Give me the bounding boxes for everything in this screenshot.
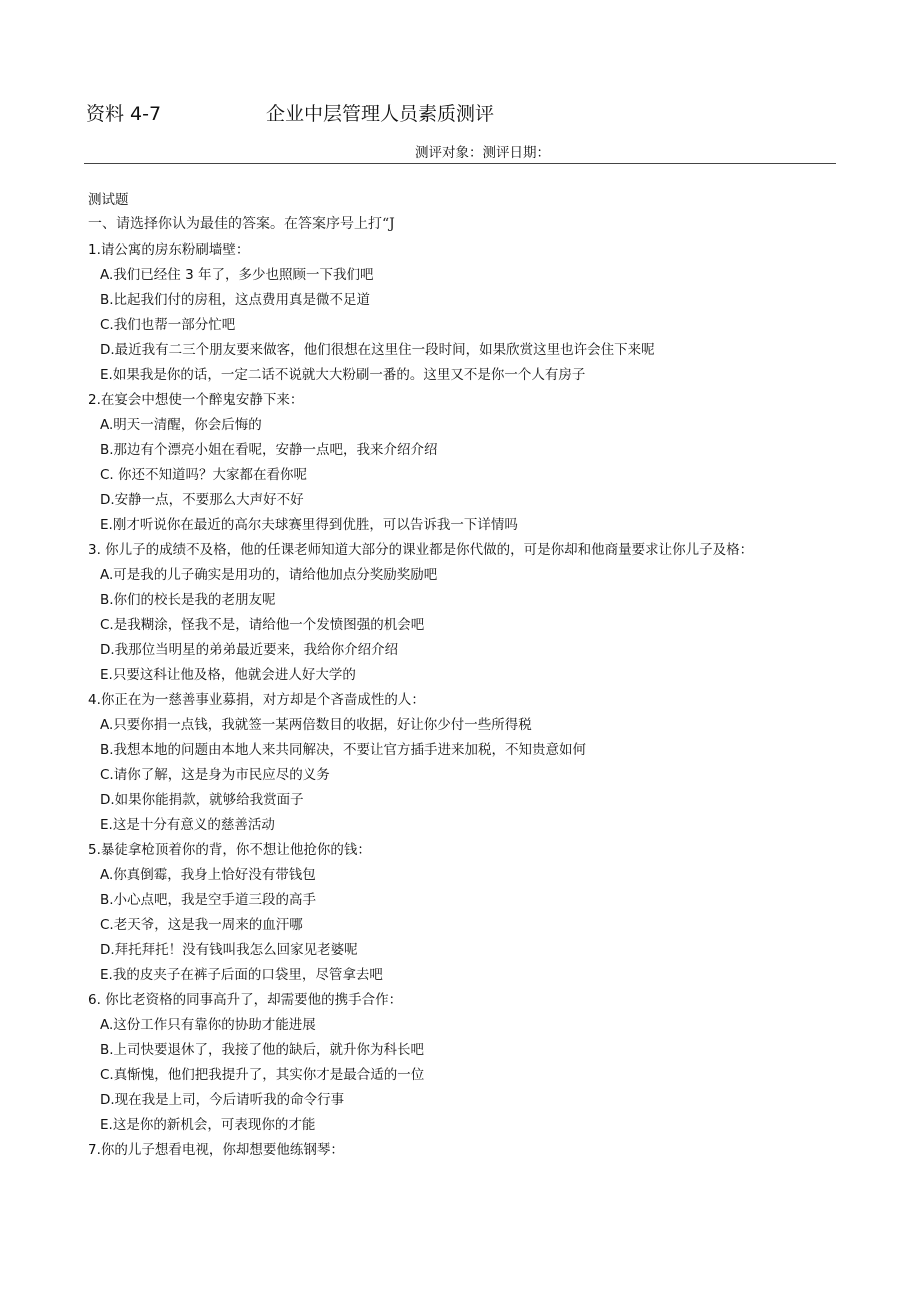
question-5 (88, 838, 828, 988)
question-text: 2.在宴会中想使一个醉鬼安静下来： (88, 392, 304, 408)
question-1 (88, 238, 828, 388)
option-b[interactable]: B.小心点吧，我是空手道三段的高手 (100, 892, 317, 908)
option-b[interactable]: B.你们的校长是我的老朋友呢 (100, 592, 276, 608)
question-text: 3. 你儿子的成绩不及格，他的任课老师知道大部分的课业都是你代做的，可是你却和他商量要求让你儿子及格： (88, 542, 754, 558)
option-c[interactable]: C.真惭愧，他们把我提升了，其实你才是最合适的一位 (100, 1067, 425, 1083)
option-a[interactable]: A.我们已经住 3 年了，多少也照顾一下我们吧 (100, 267, 374, 283)
option-e[interactable]: E.只要这科让他及格，他就会进人好大学的 (100, 667, 356, 683)
option-d[interactable]: D.安静一点，不要那么大声好不好 (100, 492, 304, 508)
question-text: 6. 你比老资格的同事高升了，却需要他的携手合作： (88, 992, 403, 1008)
question-text: 5.暴徒拿枪顶着你的背，你不想让他抢你的钱： (88, 842, 371, 858)
option-e[interactable]: E.刚才听说你在最近的高尔夫球赛里得到优胜，可以告诉我一下详情吗 (100, 517, 518, 533)
option-b[interactable]: B.那边有个漂亮小姐在看呢，安静一点吧，我来介绍介绍 (100, 442, 438, 458)
document-title: 企业中层管理人员素质测评 (266, 103, 495, 125)
option-d[interactable]: D.我那位当明星的弟弟最近要来，我给你介绍介绍 (100, 642, 399, 658)
reference-code: 资料 4-7 (86, 103, 162, 125)
option-d[interactable]: D.现在我是上司，今后请听我的命令行事 (100, 1092, 345, 1108)
question-text: 4.你正在为一慈善事业募捐，对方却是个吝啬成性的人： (88, 692, 425, 708)
question-3 (88, 538, 828, 688)
option-e[interactable]: E.这是十分有意义的慈善活动 (100, 817, 275, 833)
question-2 (88, 388, 828, 538)
option-c[interactable]: C.请你了解，这是身为市民应尽的义务 (100, 767, 330, 783)
option-b[interactable]: B.比起我们付的房租，这点费用真是微不足道 (100, 292, 371, 308)
question-text: 7.你的儿子想看电视，你却想要他练钢琴： (88, 1142, 344, 1158)
document-header (86, 100, 836, 130)
option-c[interactable]: C.我们也帮一部分忙吧 (100, 317, 236, 333)
option-b[interactable]: B.上司快要退休了，我接了他的缺后，就升你为科长吧 (100, 1042, 425, 1058)
option-c[interactable]: C. 你还不知道吗？大家都在看你呢 (100, 467, 308, 483)
instruction-text: 一、请选择你认为最佳的答案。在答案序号上打“J (88, 216, 395, 232)
option-a[interactable]: A.可是我的儿子确实是用功的，请给他加点分奖励奖励吧 (100, 567, 438, 583)
option-d[interactable]: D.拜托拜托！没有钱叫我怎么回家见老婆呢 (100, 942, 358, 958)
option-d[interactable]: D.如果你能捐款，就够给我赏面子 (100, 792, 304, 808)
question-7 (88, 1138, 828, 1163)
option-a[interactable]: A.明天一清醒，你会后悔的 (100, 417, 262, 433)
option-c[interactable]: C.老天爷，这是我一周来的血汗哪 (100, 917, 303, 933)
test-content (88, 190, 828, 1163)
header-divider (84, 163, 836, 164)
question-6 (88, 988, 828, 1138)
option-b[interactable]: B.我想本地的问题由本地人来共同解决，不要让官方插手进来加税，不知贵意如何 (100, 742, 587, 758)
question-4 (88, 688, 828, 838)
option-d[interactable]: D.最近我有二三个朋友要来做客，他们很想在这里住一段时间，如果欣赏这里也许会住下来呢 (100, 342, 655, 358)
option-e[interactable]: E.如果我是你的话，一定二话不说就大大粉刷一番的。这里又不是你一个人有房子 (100, 367, 586, 383)
option-a[interactable]: A.只要你捐一点钱，我就签一某两倍数目的收据，好让你少付一些所得税 (100, 717, 532, 733)
option-a[interactable]: A.这份工作只有靠你的协助才能进展 (100, 1017, 316, 1033)
option-a[interactable]: A.你真倒霉，我身上恰好没有带钱包 (100, 867, 316, 883)
option-e[interactable]: E.这是你的新机会，可表现你的才能 (100, 1117, 316, 1133)
section-label: 测试题 (88, 192, 129, 208)
option-e[interactable]: E.我的皮夹子在裤子后面的口袋里，尽管拿去吧 (100, 967, 383, 983)
option-c[interactable]: C.是我糊涂，怪我不是，请给他一个发愤图强的机会吧 (100, 617, 425, 633)
question-text: 1.请公寓的房东粉刷墙壁： (88, 242, 250, 258)
subject-date-line: 测评对象：测评日期： (415, 145, 550, 161)
